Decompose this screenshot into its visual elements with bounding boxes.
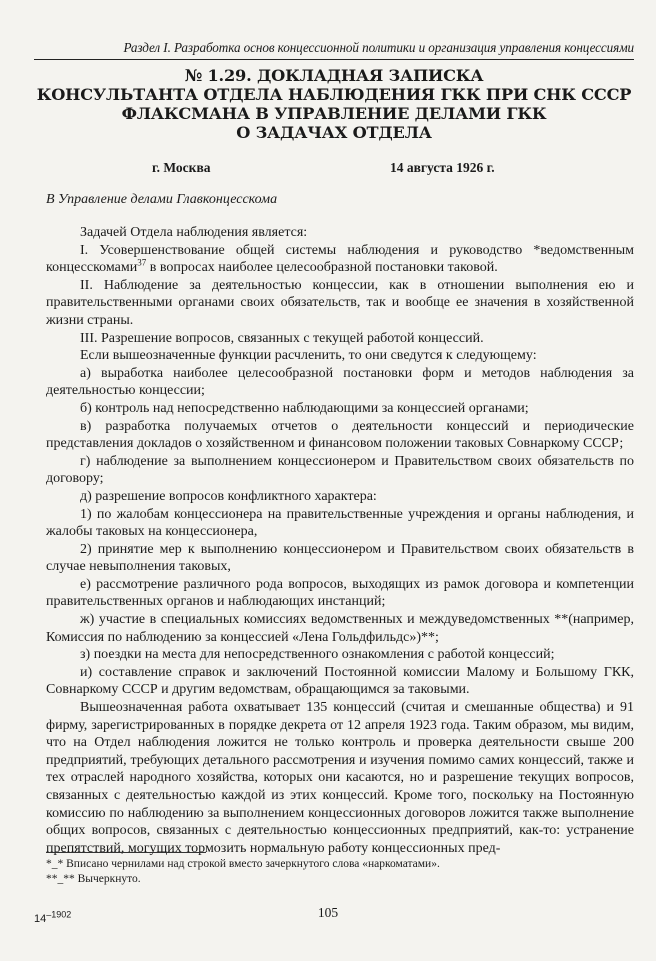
paragraph: в) разработка получаемых отчетов о деятельности концессий и периодические представления докладов о хозяйственном и финансовом положении таковых Совнаркому СССР; <box>46 418 634 452</box>
paragraph: 2) принятие мер к выполнению концессионером и Правительством своих обязательств в случае невыполнения таковых, <box>46 541 634 575</box>
signature-mark: 14 <box>34 913 47 925</box>
paragraph: ж) участие в специальных комиссиях ведомственных и междуведомственных **(например, Комиссия по наблюдению за концессией «Лена Гольдфильдс»)**; <box>46 612 634 645</box>
title-line: О ЗАДАЧАХ ОТДЕЛА <box>236 123 432 142</box>
endnote-ref: 37 <box>137 257 147 268</box>
date: 14 августа 1926 г. <box>390 160 495 175</box>
place: г. Москва <box>152 160 211 175</box>
paragraph: Задачей Отдела наблюдения является: <box>80 225 308 240</box>
paragraph: д) разрешение вопросов конфликтного характера: <box>80 488 377 504</box>
paragraph: II. Наблюдение за деятельностью концессии, как в отношении выполнения ею и правительственными органами своих обязательств, так и вообще ее значения в хозяйственной жизни страны. <box>46 277 634 328</box>
paragraph: 1) по жалобам концессионера на правительственные учреждения и органы наблюдения, и жалобы таковых на концессионера, <box>46 506 634 540</box>
paragraph: е) рассмотрение различного рода вопросов, выходящих из рамок договора и компетенции правительственных органов и наблюдающих инстанций; <box>46 576 634 610</box>
paragraph: б) контроль над непосредственно наблюдающими за концессией органами; <box>80 400 529 416</box>
footnote-divider <box>46 852 206 853</box>
footnote: *_* Вписано чернилами над строкой вместо зачеркнутого слова «наркоматами». <box>46 858 440 870</box>
addressee: В Управление делами Главконцесскома <box>46 192 278 207</box>
paragraph: з) поездки на места для непосредственного ознакомления с работой концессий; <box>80 647 555 663</box>
paragraph-text: I. Усовершенствование общей системы наблюдения и руководство *ведомственным концесскомами <box>46 242 634 276</box>
footnote: **_** Вычеркнуто. <box>46 872 141 885</box>
document-title <box>34 66 634 142</box>
paragraph: III. Разрешение вопросов, связанных с текущей работой концессий. <box>80 330 484 346</box>
title-line: № 1.29. ДОКЛАДНАЯ ЗАПИСКА <box>184 66 484 85</box>
running-header: Раздел I. Разработка основ концессионной политики и организация управления концессиями <box>34 40 634 60</box>
paragraph: г) наблюдение за выполнением концессионером и Правительством своих обязательств по договору; <box>46 453 634 487</box>
page-number: 105 <box>317 905 339 920</box>
footnotes <box>46 857 440 886</box>
paragraph-text: в вопросах наиболее целесообразной постановки таковой. <box>146 260 498 276</box>
paragraph <box>46 242 634 277</box>
title-line: ФЛАКСМАНА В УПРАВЛЕНИЕ ДЕЛАМИ ГКК <box>121 104 547 123</box>
paragraph: Вышеозначенная работа охватывает 135 концессий (считая и смешанные общества) и 91 фирму, зарегистрированных в порядке декрета от 12 апреля 1923 года. Таким образом, мы видим, что на Отдел наблюдения ложится не только контроль и проверка деятельности свыше 200 предприятий, требующих детального рассмотрения и изучения помимо самих концессий, также и тех отраслей народного хозяйства, которых они касаются, но и разрешение текущих вопросов, связанных с деятельностью каждой из этих концессий. Кроме того, поскольку на Постоянную комиссию по наблюдению за выполнением концессионных договоров ложится также выполнение общих вопросов, связанных с деятельностью концессионных предприятий, как-то: устранение препятствий, могущих тормозить нормальную работу концессионных пред- <box>46 700 634 856</box>
paragraph: а) выработка наиболее целесообразной постановки форм и методов наблюдения за деятельностью концессии; <box>46 365 634 399</box>
title-line: КОНСУЛЬТАНТА ОТДЕЛА НАБЛЮДЕНИЯ ГКК ПРИ СНК СССР <box>36 85 632 104</box>
paragraph: Если вышеозначенные функции расчленить, то они сведутся к следующему: <box>80 348 537 364</box>
signature-sup: –1902 <box>46 909 72 920</box>
paragraph: и) составление справок и заключений Постоянной комиссии Малому и Большому ГКК, Совнаркому СССР и другим ведомствам, обращающимся за таковыми. <box>46 664 634 698</box>
document-body <box>46 224 634 857</box>
